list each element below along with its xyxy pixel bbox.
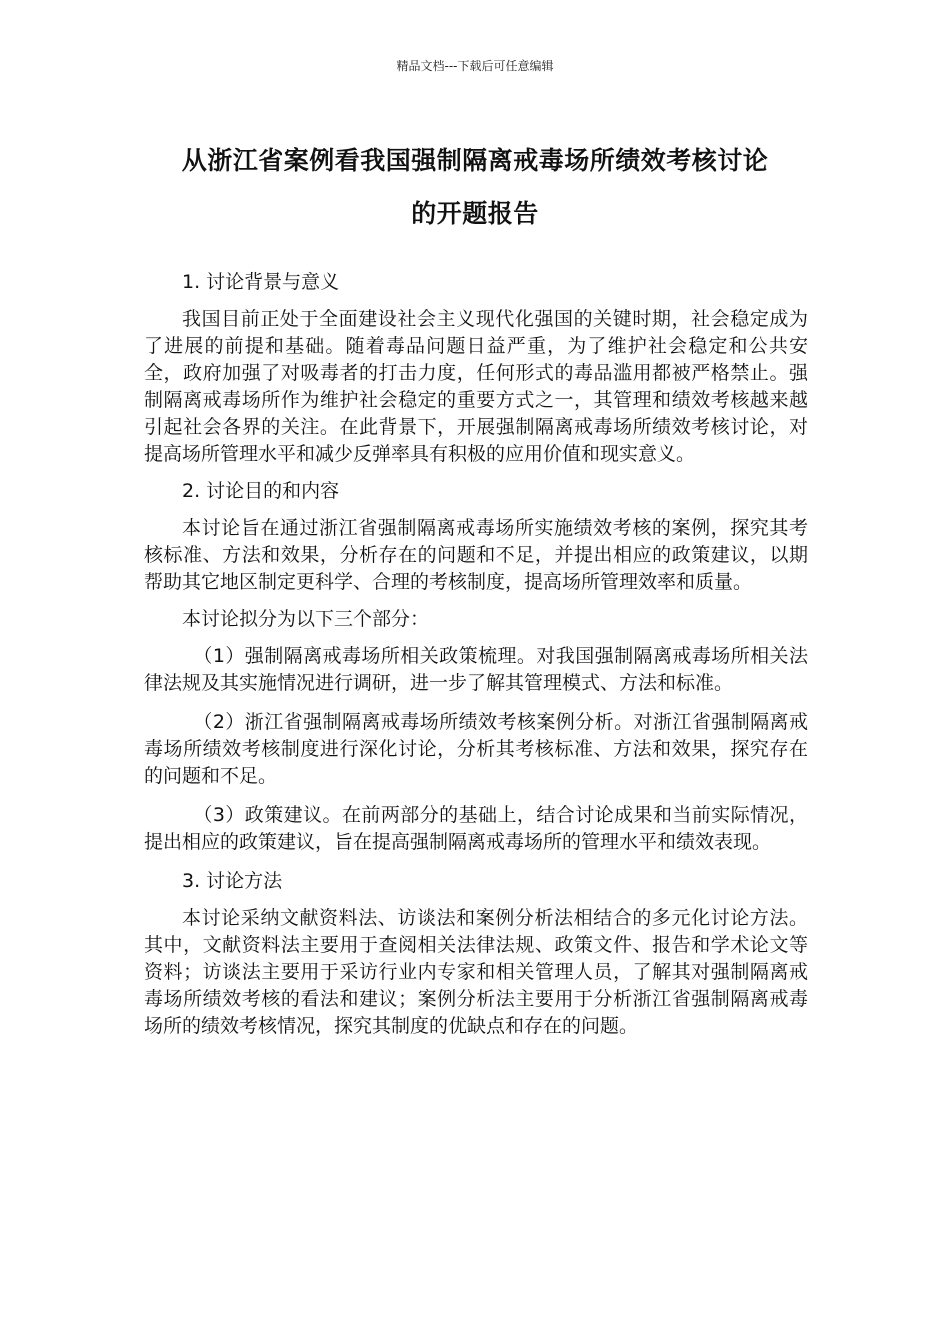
paragraph-parts-intro: 本讨论拟分为以下三个部分：: [182, 608, 430, 630]
document-body: [144, 266, 808, 1050]
section-heading-purpose: 2. 讨论目的和内容: [182, 480, 340, 502]
page-header: 精品文档---下载后可任意编辑: [396, 59, 554, 73]
section-heading-method: 3. 讨论方法: [182, 870, 283, 892]
document-title: [130, 134, 820, 240]
list-item-part-2: （2）浙江省强制隔离戒毒场所绩效考核案例分析。对浙江省强制隔离戒毒场所绩效考核制度进行深化讨论，分析其考核标准、方法和效果，探究存在的问题和不足。: [144, 711, 808, 787]
section-heading-background: 1. 讨论背景与意义: [182, 271, 340, 293]
list-item-part-1: （1）强制隔离戒毒场所相关政策梳理。对我国强制隔离戒毒场所相关法律法规及其实施情况进行调研，进一步了解其管理模式、方法和标准。: [144, 645, 808, 694]
list-item-part-3: （3）政策建议。在前两部分的基础上，结合讨论成果和当前实际情况，提出相应的政策建议，旨在提高强制隔离戒毒场所的管理水平和绩效表现。: [144, 804, 808, 853]
paragraph-method: 本讨论采纳文献资料法、访谈法和案例分析法相结合的多元化讨论方法。其中，文献资料法主要用于查阅相关法律法规、政策文件、报告和学术论文等资料；访谈法主要用于采访行业内专家和相关管理人员，了解其对强制隔离戒毒场所绩效考核的看法和建议；案例分析法主要用于分析浙江省强制隔离戒毒场所的绩效考核情况，探究其制度的优缺点和存在的问题。: [144, 907, 808, 1037]
title-line-2: 的开题报告: [411, 199, 539, 228]
title-line-1: 从浙江省案例看我国强制隔离戒毒场所绩效考核讨论: [181, 146, 769, 175]
paragraph-purpose: 本讨论旨在通过浙江省强制隔离戒毒场所实施绩效考核的案例，探究其考核标准、方法和效果，分析存在的问题和不足，并提出相应的政策建议，以期帮助其它地区制定更科学、合理的考核制度，提高场所管理效率和质量。: [144, 517, 808, 593]
paragraph-background: 我国目前正处于全面建设社会主义现代化强国的关键时期，社会稳定成为了进展的前提和基础。随着毒品问题日益严重，为了维护社会稳定和公共安全，政府加强了对吸毒者的打击力度，任何形式的毒品滥用都被严格禁止。强制隔离戒毒场所作为维护社会稳定的重要方式之一，其管理和绩效考核越来越引起社会各界的关注。在此背景下，开展强制隔离戒毒场所绩效考核讨论，对提高场所管理水平和减少反弹率具有积极的应用价值和现实意义。: [144, 308, 808, 465]
